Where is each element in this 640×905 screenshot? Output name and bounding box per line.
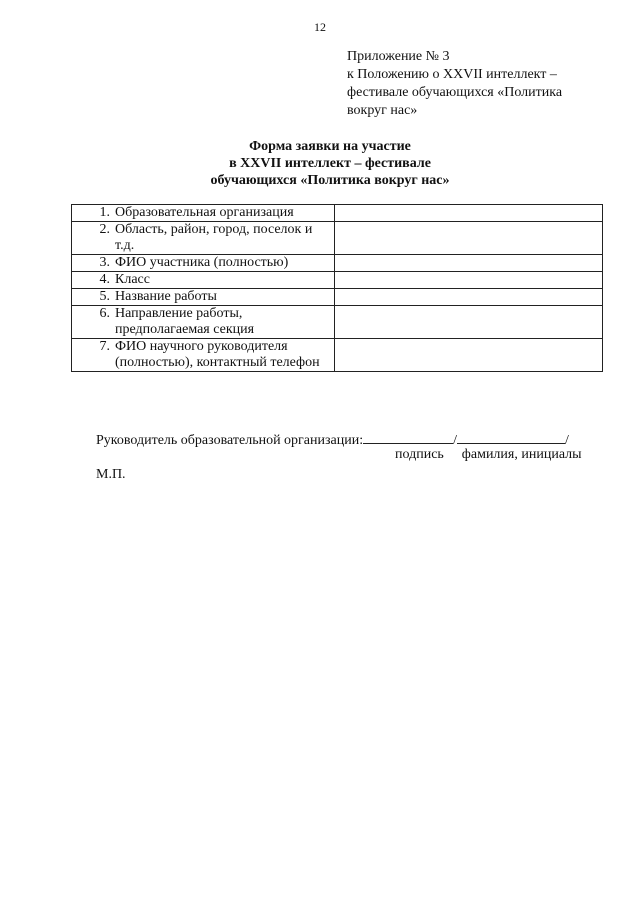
- row-number: 6.: [99, 306, 110, 321]
- form-title: [0, 138, 640, 189]
- appendix-line: вокруг нас»: [347, 103, 418, 118]
- row-value-cell-work-title[interactable]: [335, 289, 603, 306]
- row-value-cell-organization[interactable]: [335, 205, 603, 222]
- name-blank[interactable]: [457, 429, 565, 444]
- table-row: [72, 306, 603, 339]
- row-number: 3.: [99, 255, 110, 270]
- signature-line: [96, 429, 569, 449]
- appendix-header: [347, 48, 597, 120]
- row-label-cell: [72, 289, 335, 306]
- signature-separator-end: /: [565, 433, 569, 448]
- row-number: 7.: [99, 339, 110, 354]
- form-title-line: обучающихся «Политика вокруг нас»: [210, 173, 450, 188]
- row-number: 1.: [99, 205, 110, 220]
- row-label-cell: [72, 255, 335, 272]
- row-label-cell: [72, 339, 335, 372]
- stamp-label: М.П.: [96, 467, 126, 482]
- row-number: 2.: [99, 222, 110, 237]
- row-label: Направление работы, предполагаемая секция: [115, 306, 255, 337]
- row-label: Класс: [115, 272, 150, 287]
- appendix-line: фестивале обучающихся «Политика: [347, 85, 563, 100]
- row-label-cell: [72, 272, 335, 289]
- application-form-table: [71, 204, 603, 372]
- appendix-title: Приложение № 3: [347, 49, 450, 64]
- table-row: [72, 205, 603, 222]
- row-label: ФИО участника (полностью): [115, 255, 289, 270]
- caption-signature: подпись: [395, 447, 444, 462]
- row-label: Название работы: [115, 289, 217, 304]
- signature-label: Руководитель образовательной организации:: [96, 433, 364, 448]
- row-label-cell: [72, 306, 335, 339]
- caption-name: фамилия, инициалы: [461, 447, 582, 462]
- signature-blank[interactable]: [363, 429, 453, 444]
- table-row: [72, 255, 603, 272]
- row-value-cell-grade[interactable]: [335, 272, 603, 289]
- row-label-cell: [72, 222, 335, 255]
- form-title-line: Форма заявки на участие: [249, 139, 411, 154]
- table-row: [72, 289, 603, 306]
- row-value-cell-section[interactable]: [335, 306, 603, 339]
- row-number: 5.: [99, 289, 110, 304]
- row-label: ФИО научного руководителя (полностью), контактный телефон: [115, 339, 320, 370]
- row-number: 4.: [99, 272, 110, 287]
- table-row: [72, 272, 603, 289]
- page-number: 12: [314, 20, 326, 34]
- signature-separator: /: [453, 433, 457, 448]
- table-row: [72, 222, 603, 255]
- table-row: [72, 339, 603, 372]
- row-label-cell: [72, 205, 335, 222]
- row-label: Область, район, город, поселок и т.д.: [115, 222, 313, 253]
- row-value-cell-region[interactable]: [335, 222, 603, 255]
- row-value-cell-participant-name[interactable]: [335, 255, 603, 272]
- row-label: Образовательная организация: [115, 205, 294, 220]
- row-value-cell-supervisor[interactable]: [335, 339, 603, 372]
- form-title-line: в XXVII интеллект – фестивале: [229, 156, 431, 171]
- signature-captions: [395, 447, 582, 463]
- appendix-line: к Положению о XXVII интеллект –: [347, 67, 557, 82]
